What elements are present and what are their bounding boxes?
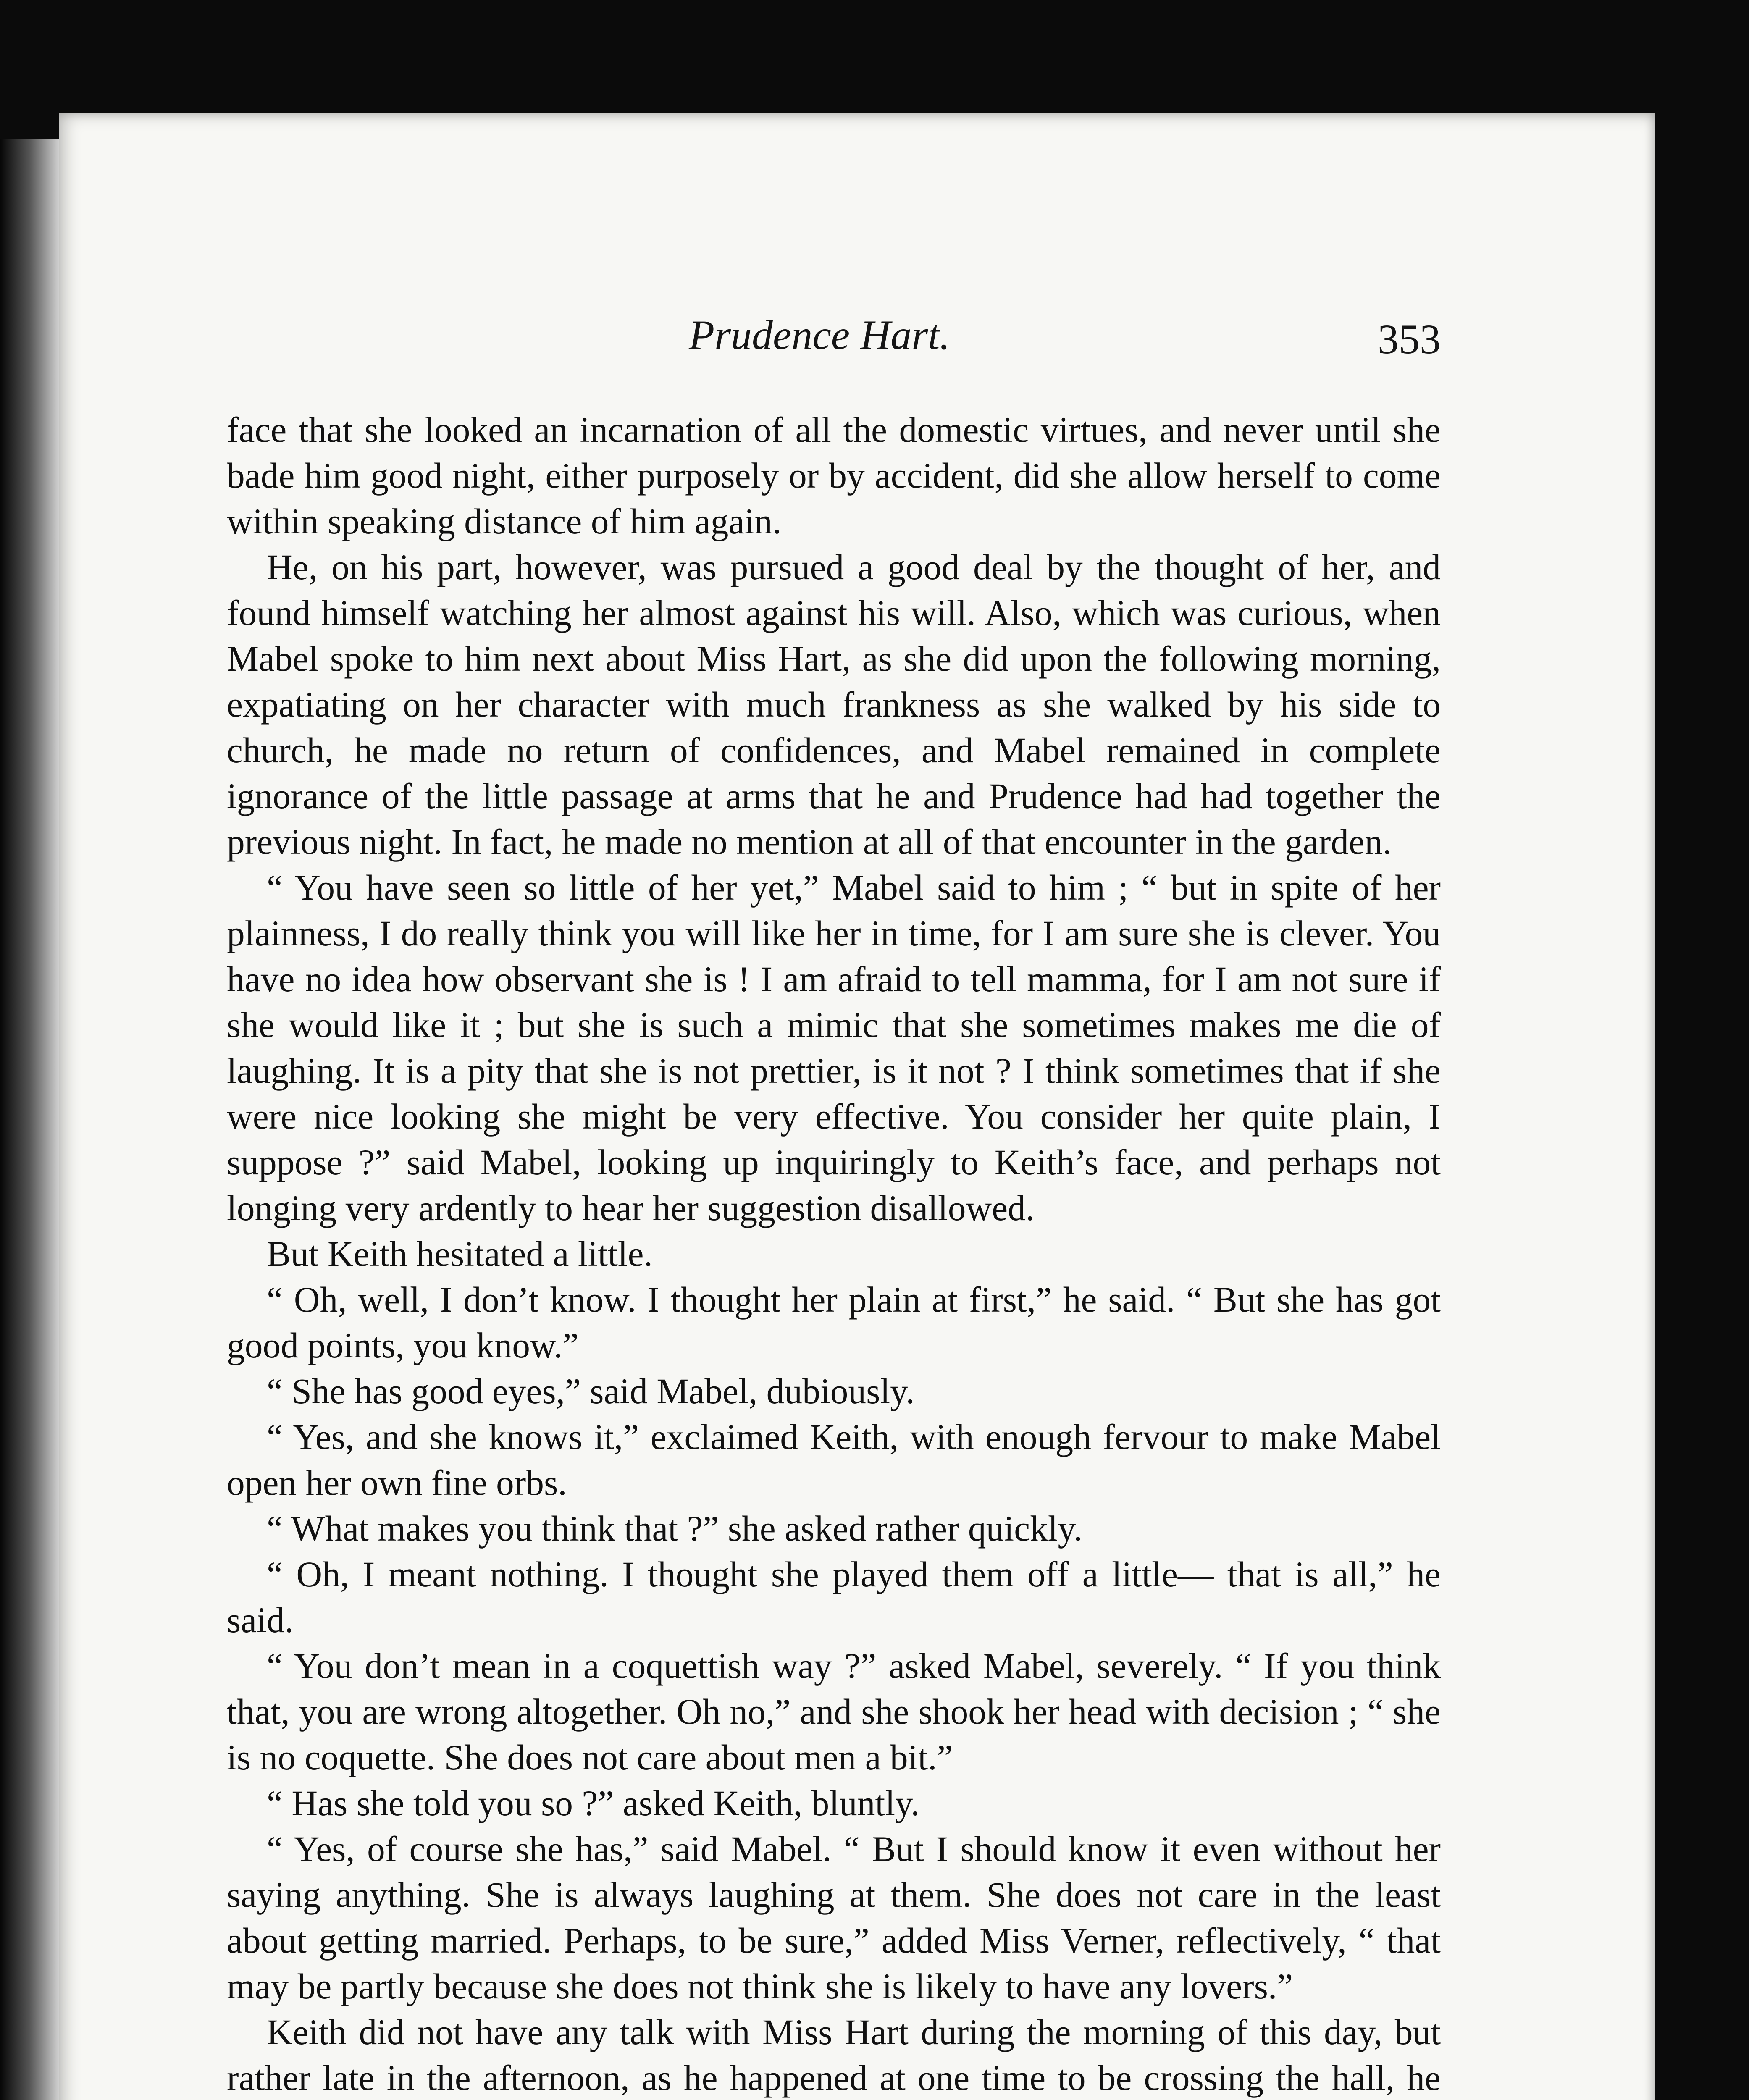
- paragraph-4: But Keith hesitated a little.: [267, 1234, 653, 1274]
- page-number: 353: [1378, 316, 1441, 362]
- running-title: Prudence Hart.: [689, 312, 951, 358]
- paragraph-9: “ Oh, I meant nothing. I thought she played them off a little— that is all,” he said.: [227, 1555, 1441, 1640]
- paragraph-8: “ What makes you think that ?” she asked rather quickly.: [267, 1509, 1083, 1549]
- paragraph-2: He, on his part, however, was pursued a good deal by the thought of her, and found himself watching her almost against his will. Also, which was curious, when Mabel spoke to him next about Miss Hart, as she did upon the following morning, expatiating on her character with much frankness as she walked by his side to church, he made no return of confidences, and Mabel remained in complete ignorance of the little passage at arms that he and Prudence had had together the previous night. In fact, he made no mention at all of that encounter in the garden.: [227, 548, 1441, 862]
- paragraph-11: “ Has she told you so ?” asked Keith, bluntly.: [267, 1784, 920, 1823]
- body-text: [227, 407, 1441, 2100]
- paragraph-12: “ Yes, of course she has,” said Mabel. “ But I should know it even without her saying anything. She is always laughing at them. She does not care in the least about getting married. Perhaps, to be sure,” added Miss Verner, reflectively, “ that may be partly because she does not think she is likely to have any lovers.”: [227, 1830, 1441, 2006]
- paragraph-5: “ Oh, well, I don’t know. I thought her plain at first,” he said. “ But she has got good points, you know.”: [227, 1280, 1441, 1365]
- previous-page-edge: [0, 139, 59, 2100]
- paragraph-10: “ You don’t mean in a coquettish way ?” asked Mabel, severely. “ If you think that, you are wrong altogether. Oh no,” and she shook her head with decision ; “ she is no coquette. She does not care about men a bit.”: [227, 1646, 1441, 1777]
- paragraph-7: “ Yes, and she knows it,” exclaimed Keith, with enough fervour to make Mabel open her own fine orbs.: [227, 1418, 1441, 1503]
- paragraph-3: “ You have seen so little of her yet,” Mabel said to him ; “ but in spite of her plainness, I do really think you will like her in time, for I am sure she is clever. You have no idea how observant she is ! I am afraid to tell mamma, for I am not sure if she would like it ; but she is such a mimic that she sometimes makes me die of laughing. It is a pity that she is not prettier, is it not ? I think sometimes that if she were nice looking she might be very effective. You consider her quite plain, I suppose ?” said Mabel, looking up inquiringly to Keith’s face, and perhaps not longing very ardently to hear her suggestion disallowed.: [227, 868, 1441, 1228]
- paragraph-6: “ She has good eyes,” said Mabel, dubiously.: [267, 1372, 915, 1411]
- paragraph-1: face that she looked an incarnation of all the domestic virtues, and never until she bade him good night, either purposely or by accident, did she allow herself to come within speaking distance of him again.: [227, 410, 1441, 541]
- paragraph-13: Keith did not have any talk with Miss Hart during the morning of this day, but rather late in the afternoon, as he happened at one time to be crossing the hall, he: [227, 2013, 1441, 2098]
